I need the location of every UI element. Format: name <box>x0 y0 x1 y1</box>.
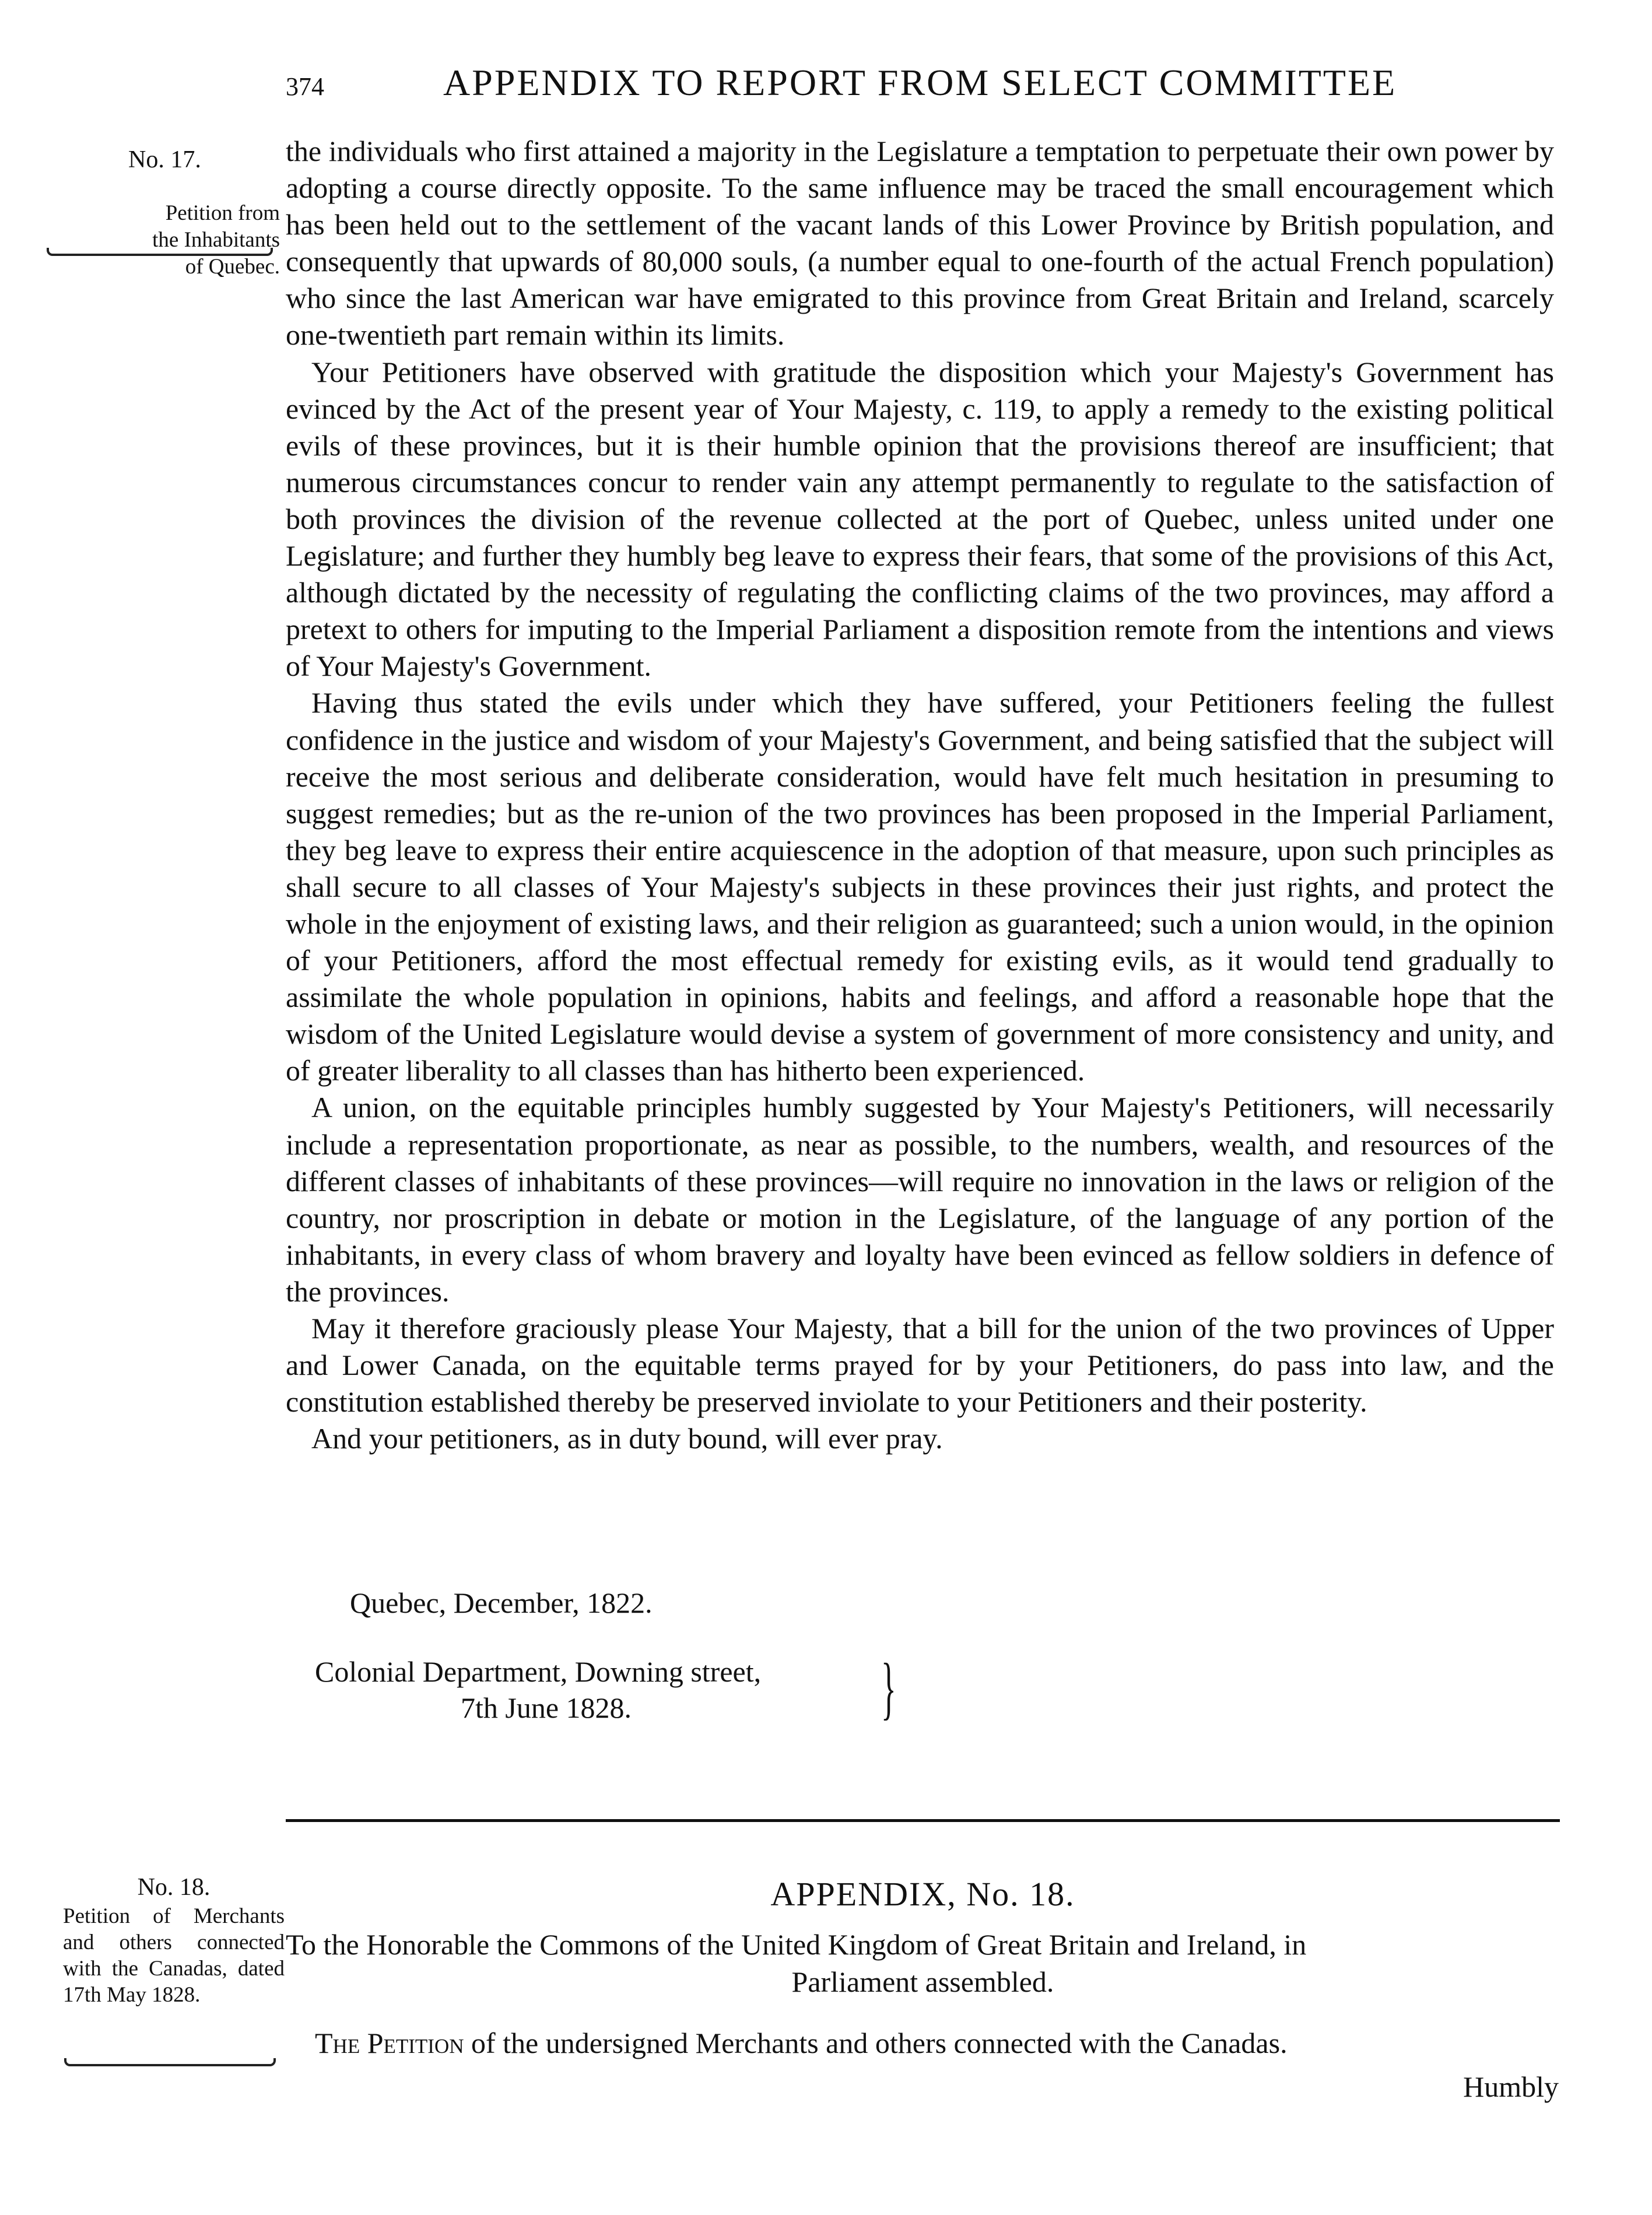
petition-word: The Petition <box>315 2027 464 2059</box>
department-line: Colonial Department, Downing street, <box>315 1655 762 1688</box>
body-paragraph: A union, on the equitable principles humbly suggested by Your Majesty's Petitioners, will necessarily include a representation proportionate, as near as possible, to the numbers, wealth, and resources of the different classes of inhabitants of these provinces—will require no innovation in the laws or religion of the country, nor proscription in debate or motion in the Legislature, of the language of any portion of the inhabitants, in every class of whom bravery and loyalty have been evinced as fellow soldiers in defence of the provinces. <box>286 1091 1554 1308</box>
catchword: Humbly <box>1463 2070 1559 2103</box>
margin-brace-18 <box>64 2058 276 2066</box>
page-header <box>286 61 1417 108</box>
body-paragraph: Having thus stated the evils under which they have suffered, your Petitioners feeling the fullest confidence in the justice and wisdom of your Majesty's Government, and being satisfied that the subject will receive the most serious and deliberate consideration, would have felt much hesitation in presuming to suggest remedies; but as the re-union of the two provinces has been proposed in the Imperial Parliament, they beg leave to express their entire acquiescence in the adoption of that measure, upon such principles as shall secure to all classes of Your Majesty's subjects in these provinces their just rights, and protect the whole in the enjoyment of existing laws, and their religion as guaranteed; such a union would, in the opinion of your Petitioners, afford the most effectual remedy for existing evils, as it would tend gradually to assimilate the whole population in opinions, habits and feelings, and afford a reasonable hope that the wisdom of the United Legislature would devise a system of government of more consistency and unity, and of greater liberality to all classes than has hitherto been experienced. <box>286 686 1554 1087</box>
margin-note-18-text: Petition of Merchants and others connected with the Canadas, dated 17th May 1828. <box>63 1904 285 2007</box>
running-head: APPENDIX TO REPORT FROM SELECT COMMITTEE <box>443 62 1397 103</box>
body-paragraph: May it therefore graciously please Your Majesty, that a bill for the union of the two provinces of Upper and Lower Canada, on the equitable terms prayed for by your Petitioners, do pass into law, and the constitution established thereby be preserved inviolate to your Petitioners and their posterity. <box>286 1312 1554 1419</box>
margin-note-18-number: No. 18. <box>137 1874 211 1901</box>
right-brace: } <box>881 1649 896 1726</box>
petition-title <box>315 2026 1288 2060</box>
body-paragraph: the individuals who first attained a majority in the Legislature a temptation to perpetuate their own power by adopting a course directly opposite. To the same influence may be traced the small encouragement which has been held out to the settlement of the vacant lands of this Lower Province by British population, and consequently that upwards of 80,000 souls, (a number equal to one-fourth of the actual French population) who since the last American war have emigrated to this province from Great Britain and Ireland, scarcely one-twentieth part remain within its limits. <box>286 135 1554 352</box>
appendix-heading: APPENDIX, No. 18. <box>770 1875 1075 1913</box>
margin-note-17 <box>87 120 280 280</box>
margin-note-17-number: No. 17. <box>128 146 201 173</box>
department-date: 7th June 1828. <box>461 1691 632 1724</box>
petition-body <box>286 133 1554 1457</box>
body-paragraph: And your petitioners, as in duty bound, will ever pray. <box>311 1422 943 1455</box>
place-date: Quebec, December, 1822. <box>350 1586 653 1619</box>
petition-description: of the undersigned Merchants and others connected with the Canadas. <box>471 2027 1288 2059</box>
margin-brace-17 <box>47 248 273 256</box>
body-paragraph: Your Petitioners have observed with gratitude the disposition which your Majesty's Government has evinced by the Act of the present year of Your Majesty, c. 119, to apply a remedy to the existing political evils of these provinces, but it is their humble opinion that the provisions thereof are insufficient; that numerous circumstances concur to render vain any attempt permanently to regulate to the satisfaction of both provinces the division of the revenue collected at the port of Quebec, unless united under one Legislature; and further they humbly beg leave to express their fears, that some of the provisions of this Act, although dictated by the necessity of regulating the conflicting claims of the two provinces, may afford a pretext to others for imputing to the Imperial Parliament a disposition remote from the intentions and views of Your Majesty's Government. <box>286 355 1554 683</box>
margin-note-17-text: Petition from the Inhabitants of Quebec. <box>152 201 280 279</box>
address-line: Parliament assembled. <box>791 1965 1054 1998</box>
page-number: 374 <box>286 72 324 101</box>
margin-note-18 <box>63 1874 285 2008</box>
address-line: To the Honorable the Commons of the United Kingdom of Great Britain and Ireland, in <box>286 1928 1307 1961</box>
section-divider <box>286 1819 1560 1822</box>
